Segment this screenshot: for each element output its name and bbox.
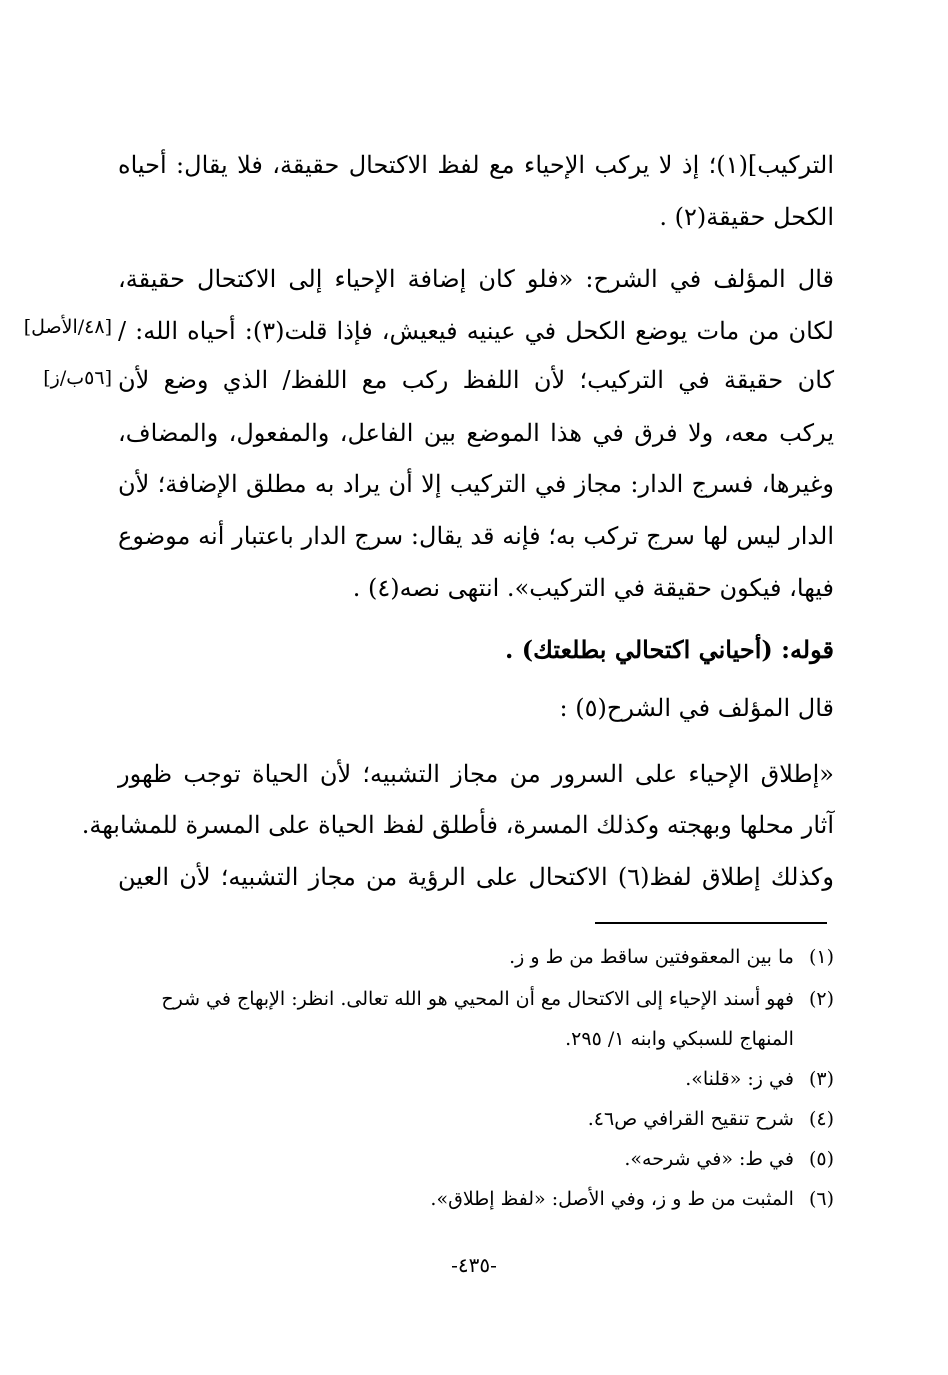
text-line: وكذلك إطلاق لفظ(٦) الاكتحال على الرؤية من مجاز التشبيه؛ لأن العين bbox=[118, 863, 835, 891]
margin-note-asl: [٤٨/الأصل] bbox=[23, 316, 112, 338]
footnote-text: ما بين المعقوفتين ساقط من ط و ز. bbox=[509, 946, 794, 968]
text-line: قال المؤلف في الشرح: «فلو كان إضافة الإحياء إلى الاكتحال حقيقة، bbox=[118, 265, 834, 293]
footnote bbox=[120, 983, 834, 1015]
footnote-divider bbox=[595, 922, 827, 924]
section-heading: قوله: (أحياني اكتحالي بطلعتك) . bbox=[505, 635, 834, 664]
text-line: لكان من مات يوضع الكحل في عينيه فيعيش، فإذا قلت(٣): أحياه الله: / bbox=[118, 317, 834, 345]
footnote bbox=[120, 1063, 834, 1095]
footnote-text: في ز: «قلنا». bbox=[685, 1068, 794, 1090]
text-line: وغيرها، فسرج الدار: مجاز في التركيب إلا أن يراد به مطلق الإضافة؛ لأن bbox=[118, 470, 834, 498]
footnote-number: (٤) bbox=[808, 1108, 834, 1130]
footnote-text: شرح تنقيح القرافي ص٤٦. bbox=[587, 1108, 794, 1130]
footnote-continuation bbox=[120, 1023, 834, 1055]
page-number: -٤٣٥- bbox=[451, 1253, 497, 1277]
footnote-text: فهو أسند الإحياء إلى الاكتحال مع أن المحيي هو الله تعالى. انظر: الإبهاج في شرح bbox=[161, 988, 794, 1010]
text-line: «إطلاق الإحياء على السرور من مجاز التشبيه؛ لأن الحياة توجب ظهور bbox=[118, 760, 834, 788]
text-line: الدار ليس لها سرج تركب به؛ فإنه قد يقال: سرج الدار باعتبار أنه موضوع bbox=[118, 522, 834, 550]
footnote-number: (٣) bbox=[808, 1068, 834, 1090]
footnote-text: المثبت من ط و ز، وفي الأصل: «لفظ إطلاق». bbox=[430, 1188, 794, 1210]
text-line: آثار محلها وبهجته وكذلك المسرة، فأطلق لفظ الحياة على المسرة للمشابهة. bbox=[81, 811, 834, 839]
margin-note-z: [٥٦ب/ز] bbox=[43, 367, 112, 389]
footnote bbox=[120, 1183, 834, 1215]
text-line: التركيب](١)؛ إذ لا يركب الإحياء مع لفظ الاكتحال حقيقة، فلا يقال: أحياه bbox=[118, 151, 834, 179]
footnote bbox=[120, 1103, 834, 1135]
footnote-text: في ط: «في شرحه». bbox=[624, 1148, 794, 1170]
text-line: يركب معه، ولا فرق في هذا الموضع بين الفاعل، والمفعول، والمضاف، bbox=[118, 419, 834, 447]
footnote-number: (١) bbox=[808, 946, 834, 968]
text-line: الكحل حقيقة(٢) . bbox=[659, 203, 834, 231]
footnote-number: (٦) bbox=[808, 1188, 834, 1210]
footnote bbox=[120, 1143, 834, 1175]
text-line: كان حقيقة في التركيب؛ لأن اللفظ ركب مع اللفظ/ الذي وضع لأن bbox=[118, 366, 834, 394]
text-line: فيها، فيكون حقيقة في التركيب». انتهى نصه(٤) . bbox=[352, 574, 834, 602]
footnote bbox=[120, 941, 834, 973]
footnote-number: (٢) bbox=[808, 988, 834, 1010]
text-line: قال المؤلف في الشرح(٥) : bbox=[559, 694, 834, 722]
footnote-number: (٥) bbox=[808, 1148, 834, 1170]
footnote-text: المنهاج للسبكي وابنه ١/ ٢٩٥. bbox=[565, 1028, 794, 1050]
